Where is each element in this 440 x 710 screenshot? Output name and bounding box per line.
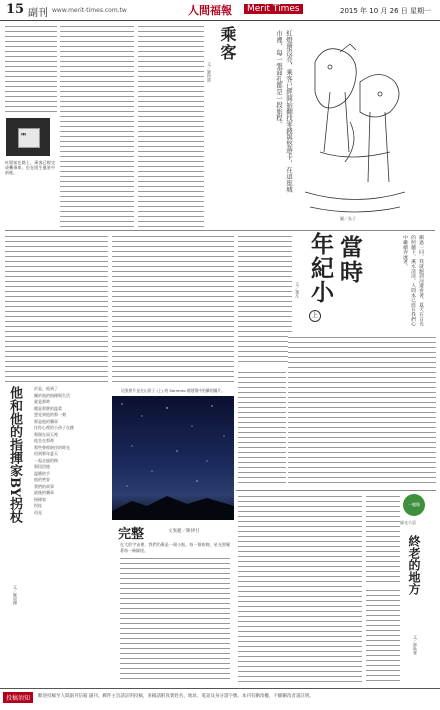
passenger-body: [138, 24, 204, 229]
conductor-list-item: 指揮家: [34, 496, 46, 502]
byline-last: 文／鄧秋華: [413, 635, 418, 655]
submission-badge: 投稿須知: [3, 692, 33, 703]
passenger-body-3: [5, 24, 57, 114]
conductor-list-item: 再見: [34, 509, 42, 515]
byline-finish: 文異麗／陳律甘: [168, 529, 200, 534]
conductor-list-item: 那個在雨天裡: [34, 431, 58, 437]
conductor-list-item: 他坐在那裡: [34, 438, 54, 443]
article-title-passenger: 乘客: [218, 26, 237, 62]
article-title-age-line2: 年紀小: [307, 232, 334, 304]
conductor-list-item: 那些曾經陪伴的時光: [34, 444, 70, 450]
carousel-sketch-image: [300, 22, 410, 222]
conductor-list-item: 他的笑容: [34, 477, 50, 482]
finish-photo-caption: 這張照片是在山景子 (上) 的 Sorrento 總建築中拍攝的圖片。: [121, 388, 225, 393]
conductor-list-item: 拐杖: [34, 503, 42, 508]
conductor-list-item: 回到那年夏天: [34, 451, 58, 456]
age-body-3: [238, 370, 286, 485]
conductor-list-item: 那是他的樂章: [34, 418, 58, 424]
newspaper-logo-en: Merit Times: [244, 4, 303, 14]
newspaper-logo: 人間福報: [188, 4, 232, 17]
passenger-body-2: [60, 24, 134, 229]
submission-notice: 歡迎投稿至人間副刊信箱 副刊，郵件主旨請註明投稿，來稿請附真實姓名、地址、電話及身分證字號。本刊有刪改權，不願刪改者請註明。: [38, 694, 314, 699]
finish-lead: 在大的宇宙裡，我們仍舊是一個小點。每一個夜晚，星光照耀著每一條歸途。: [120, 542, 230, 553]
part-badge: [309, 310, 321, 322]
byline-passenger: 文／劉梓潔: [207, 62, 212, 82]
page-footer: [0, 688, 440, 710]
sun-badge-sub: 綠光小語: [400, 520, 416, 525]
conductor-list-item: 於是，他到了: [34, 386, 58, 391]
passenger-caption: 紅燈還沒亮，乘客已經開始翻找零錢與悠遊卡，在這座城市裡，每一張面孔都是一段旅程。: [275, 30, 293, 193]
passenger-photo: ▮▮▮: [6, 118, 50, 156]
conductor-list-item: 任你心裡的小孩子在跳: [34, 425, 74, 430]
article-title-finish: 完整: [118, 527, 145, 542]
article-title-last: 終老的地方: [407, 535, 421, 595]
byline-age: 文／箋凡: [295, 282, 300, 298]
conductor-list-item: 最後的樂章: [34, 490, 54, 495]
article-title-age-line1: 當時: [336, 235, 363, 285]
conductor-list-item: 就是那時: [34, 399, 50, 404]
finish-body: [120, 556, 230, 681]
conductor-list-item: 我們的故事: [34, 483, 54, 489]
issue-date: 2015 年 10 月 26 日 星期一: [340, 7, 431, 15]
main-body-2: [5, 234, 108, 384]
page-number: 15: [6, 2, 25, 17]
passenger-photo-caption: 紅燈前在路上，乘客已經完成轉乘車，也在陌生風景中前進。: [5, 160, 55, 175]
conductor-list-item: 想見到他的那一刻: [34, 412, 66, 417]
age-body-5: [366, 494, 400, 584]
conductor-list: [34, 386, 108, 681]
night-sky-photo: [112, 396, 234, 520]
divider: [5, 230, 435, 231]
last-body: [366, 588, 400, 682]
age-body-1: [238, 234, 292, 364]
sun-badge-label: 一縷陽: [408, 502, 420, 507]
age-pull-quote: 剛過一回，我就跑到河邊看著，夏天在日光的照耀下，溪水清涼。人間本已經在我們心中繼續奔流著。: [402, 235, 423, 327]
section-name: 副刊: [28, 8, 48, 19]
article-title-conductor: 他和他的指揮家BY拐杖: [7, 386, 22, 524]
sketch-credit: 圖／朱子: [340, 216, 356, 221]
main-body-1: [112, 234, 234, 384]
part-label: 上: [311, 312, 318, 319]
conductor-list-item: 一起走過的路: [34, 457, 58, 463]
conductor-list-item: 那段回憶: [34, 464, 50, 469]
age-body-2: [288, 335, 436, 485]
conductor-list-item: 溫暖的手: [34, 470, 50, 476]
byline-conductor: 文／鄭晨樺: [13, 585, 18, 605]
site-url: www.merit-times.com.tw: [52, 7, 127, 14]
conductor-list-item: 關於他的指揮與生活: [34, 392, 70, 398]
conductor-list-item: 總是那麼的溫柔: [34, 405, 62, 411]
divider: [236, 490, 436, 491]
age-body-4: [238, 494, 362, 682]
